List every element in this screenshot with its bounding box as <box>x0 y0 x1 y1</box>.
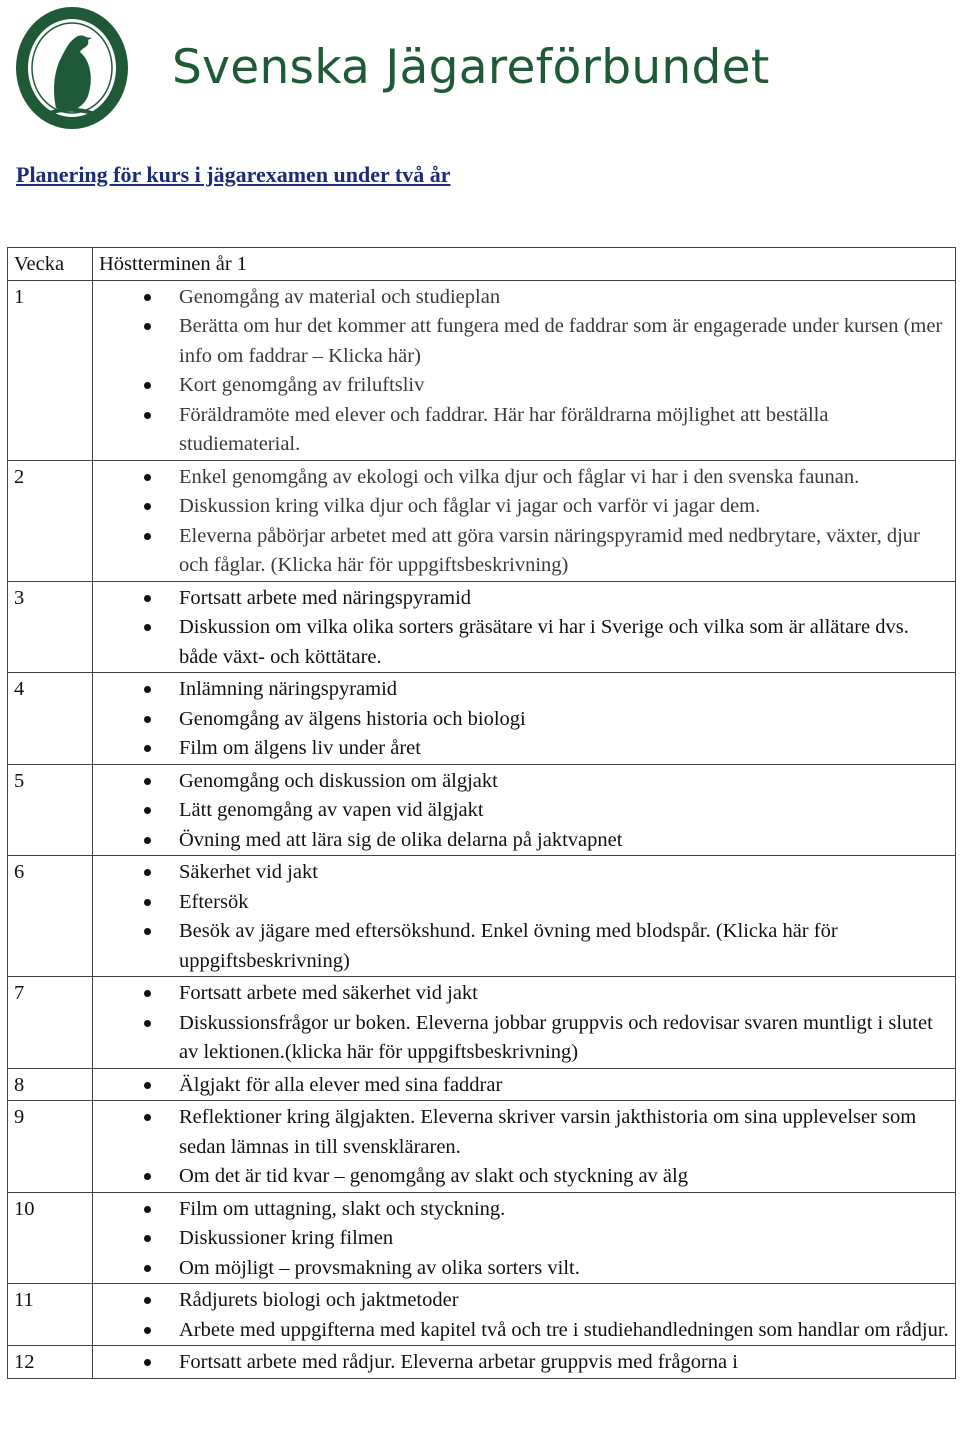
list-item <box>99 1162 949 1192</box>
page-header <box>12 4 952 136</box>
week-activities <box>93 280 956 460</box>
week-number: 12 <box>8 1346 93 1379</box>
activity-list <box>99 767 949 856</box>
week-number: 7 <box>8 977 93 1069</box>
activity-list <box>99 1348 949 1378</box>
activity-list <box>99 1103 949 1192</box>
activity-text: Diskussionsfrågor ur boken. Eleverna jobbar gruppvis och redovisar svaren muntligt i slutet av lektionen.(klicka här för uppgiftsbeskrivning) <box>179 1011 933 1063</box>
bullet-icon <box>144 990 151 997</box>
bullet-icon <box>144 869 151 876</box>
activity-text: Eftersök <box>179 890 249 913</box>
list-item <box>99 1348 949 1378</box>
organization-name: Svenska Jägareförbundet <box>172 40 770 95</box>
list-item <box>99 796 949 826</box>
bullet-icon <box>144 1235 151 1242</box>
table-row <box>8 1068 956 1101</box>
week-activities <box>93 460 956 581</box>
list-item <box>99 613 949 672</box>
activity-text: Rådjurets biologi och jaktmetoder <box>179 1289 459 1311</box>
week-number: 8 <box>8 1068 93 1101</box>
bullet-icon <box>144 474 151 481</box>
list-item <box>99 826 949 856</box>
week-activities <box>93 1284 956 1346</box>
list-item <box>99 734 949 764</box>
bullet-icon <box>144 1327 151 1334</box>
list-item <box>99 522 949 581</box>
bullet-icon <box>144 412 151 419</box>
activity-text: Föräldramöte med elever och faddrar. Här har föräldrarna möjlighet att beställa studiematerial. <box>179 403 829 455</box>
eagle-logo-icon <box>12 4 132 132</box>
table-row <box>8 460 956 581</box>
bullet-icon <box>144 928 151 935</box>
activity-text: Inlämning näringspyramid <box>179 678 398 700</box>
activity-text: Genomgång av älgens historia och biologi <box>179 707 526 730</box>
list-item <box>99 979 949 1009</box>
bullet-icon <box>144 533 151 540</box>
course-plan-table <box>7 247 956 1379</box>
week-activities <box>93 1346 956 1379</box>
table-row <box>8 856 956 977</box>
bullet-icon <box>144 778 151 785</box>
bullet-icon <box>144 294 151 301</box>
table-row <box>8 1284 956 1346</box>
list-item <box>99 675 949 705</box>
bullet-icon <box>144 1265 151 1272</box>
table-row <box>8 280 956 460</box>
bullet-icon <box>144 1020 151 1027</box>
week-activities <box>93 764 956 856</box>
bullet-icon <box>144 745 151 752</box>
table-row <box>8 977 956 1069</box>
bullet-icon <box>144 624 151 631</box>
activity-text: Diskussioner kring filmen <box>179 1227 394 1249</box>
list-item <box>99 917 949 976</box>
activity-text: Film om älgens liv under året <box>179 737 421 759</box>
list-item <box>99 463 949 493</box>
activity-list <box>99 1286 949 1345</box>
week-number: 11 <box>8 1284 93 1346</box>
activity-text: Kort genomgång av friluftsliv <box>179 374 425 396</box>
bullet-icon <box>144 323 151 330</box>
bullet-icon <box>144 837 151 844</box>
week-number: 5 <box>8 764 93 856</box>
activity-text: Besök av jägare med eftersökshund. Enkel övning med blodspår. (Klicka här för uppgiftsbeskrivning) <box>179 920 838 972</box>
bullet-icon <box>144 1173 151 1180</box>
list-item <box>99 888 949 918</box>
activity-text: Diskussion om vilka olika sorters gräsätare vi har i Sverige och vilka som är allätare dvs. både växt- och köttätare. <box>179 616 909 668</box>
list-item <box>99 283 949 313</box>
week-column-header: Vecka <box>8 248 93 281</box>
bullet-icon <box>144 807 151 814</box>
activity-text: Om möjligt – provsmakning av olika sorters vilt. <box>179 1256 580 1279</box>
activity-text: Eleverna påbörjar arbetet med att göra varsin näringspyramid med nedbrytare, växter, djur och fåglar. (Klicka här för uppgiftsbeskrivning) <box>179 524 920 576</box>
term-column-header: Höstterminen år 1 <box>93 248 956 281</box>
activity-text: Diskussion kring vilka djur och fåglar vi jagar och varför vi jagar dem. <box>179 495 761 517</box>
activity-text: Film om uttagning, slakt och styckning. <box>179 1197 506 1220</box>
activity-text: Arbete med uppgifterna med kapitel två och tre i studiehandledningen som handlar om rådjur. <box>179 1318 949 1341</box>
activity-text: Genomgång och diskussion om älgjakt <box>179 769 498 792</box>
bullet-icon <box>144 595 151 602</box>
activity-text: Fortsatt arbete med näringspyramid <box>179 586 472 609</box>
list-item <box>99 1316 949 1346</box>
activity-list <box>99 675 949 764</box>
week-activities <box>93 673 956 765</box>
week-activities <box>93 581 956 673</box>
week-activities <box>93 856 956 977</box>
activity-text: Berätta om hur det kommer att fungera med de faddrar som är engagerade under kursen (mer info om faddrar – Klicka här) <box>179 315 943 367</box>
table-row <box>8 581 956 673</box>
list-item <box>99 312 949 371</box>
activity-text: Fortsatt arbete med rådjur. Eleverna arbetar gruppvis med frågorna i <box>179 1351 738 1373</box>
bullet-icon <box>144 686 151 693</box>
activity-list <box>99 1195 949 1284</box>
table-row <box>8 1192 956 1284</box>
table-row <box>8 673 956 765</box>
activity-list <box>99 584 949 673</box>
bullet-icon <box>144 899 151 906</box>
list-item <box>99 401 949 460</box>
table-row <box>8 764 956 856</box>
list-item <box>99 1009 949 1068</box>
activity-text: Övning med att lära sig de olika delarna på jaktvapnet <box>179 828 623 851</box>
bullet-icon <box>144 716 151 723</box>
table-header-row <box>8 248 956 281</box>
week-activities <box>93 1192 956 1284</box>
week-number: 4 <box>8 673 93 765</box>
activity-text: Lätt genomgång av vapen vid älgjakt <box>179 799 484 821</box>
table-row <box>8 1346 956 1379</box>
activity-list <box>99 858 949 976</box>
week-activities <box>93 977 956 1069</box>
week-number: 3 <box>8 581 93 673</box>
document-title: Planering för kurs i jägarexamen under två år <box>16 162 451 187</box>
activity-list <box>99 979 949 1068</box>
week-number: 10 <box>8 1192 93 1284</box>
activity-list <box>99 463 949 581</box>
list-item <box>99 858 949 888</box>
week-activities <box>93 1068 956 1101</box>
bullet-icon <box>144 1114 151 1121</box>
week-number: 2 <box>8 460 93 581</box>
activity-text: Enkel genomgång av ekologi och vilka djur och fåglar vi har i den svenska faunan. <box>179 465 860 488</box>
activity-list <box>99 1071 949 1101</box>
activity-text: Säkerhet vid jakt <box>179 861 318 883</box>
list-item <box>99 584 949 614</box>
list-item <box>99 1103 949 1162</box>
list-item <box>99 1224 949 1254</box>
table-row <box>8 1101 956 1193</box>
bullet-icon <box>144 382 151 389</box>
list-item <box>99 492 949 522</box>
week-activities <box>93 1101 956 1193</box>
bullet-icon <box>144 1359 151 1366</box>
list-item <box>99 1254 949 1284</box>
bullet-icon <box>144 1082 151 1089</box>
bullet-icon <box>144 503 151 510</box>
activity-text: Älgjakt för alla elever med sina faddrar <box>179 1073 503 1096</box>
activity-list <box>99 283 949 460</box>
bullet-icon <box>144 1297 151 1304</box>
week-number: 6 <box>8 856 93 977</box>
activity-text: Genomgång av material och studieplan <box>179 285 501 308</box>
week-number: 1 <box>8 280 93 460</box>
list-item <box>99 1195 949 1225</box>
list-item <box>99 767 949 797</box>
activity-text: Fortsatt arbete med säkerhet vid jakt <box>179 982 478 1004</box>
activity-text: Om det är tid kvar – genomgång av slakt och styckning av älg <box>179 1165 688 1187</box>
activity-text: Reflektioner kring älgjakten. Eleverna skriver varsin jakthistoria om sina upplevelser som sedan lämnas in till svenskläraren. <box>179 1106 917 1158</box>
list-item <box>99 705 949 735</box>
list-item <box>99 371 949 401</box>
list-item <box>99 1286 949 1316</box>
week-number: 9 <box>8 1101 93 1193</box>
bullet-icon <box>144 1206 151 1213</box>
list-item <box>99 1071 949 1101</box>
